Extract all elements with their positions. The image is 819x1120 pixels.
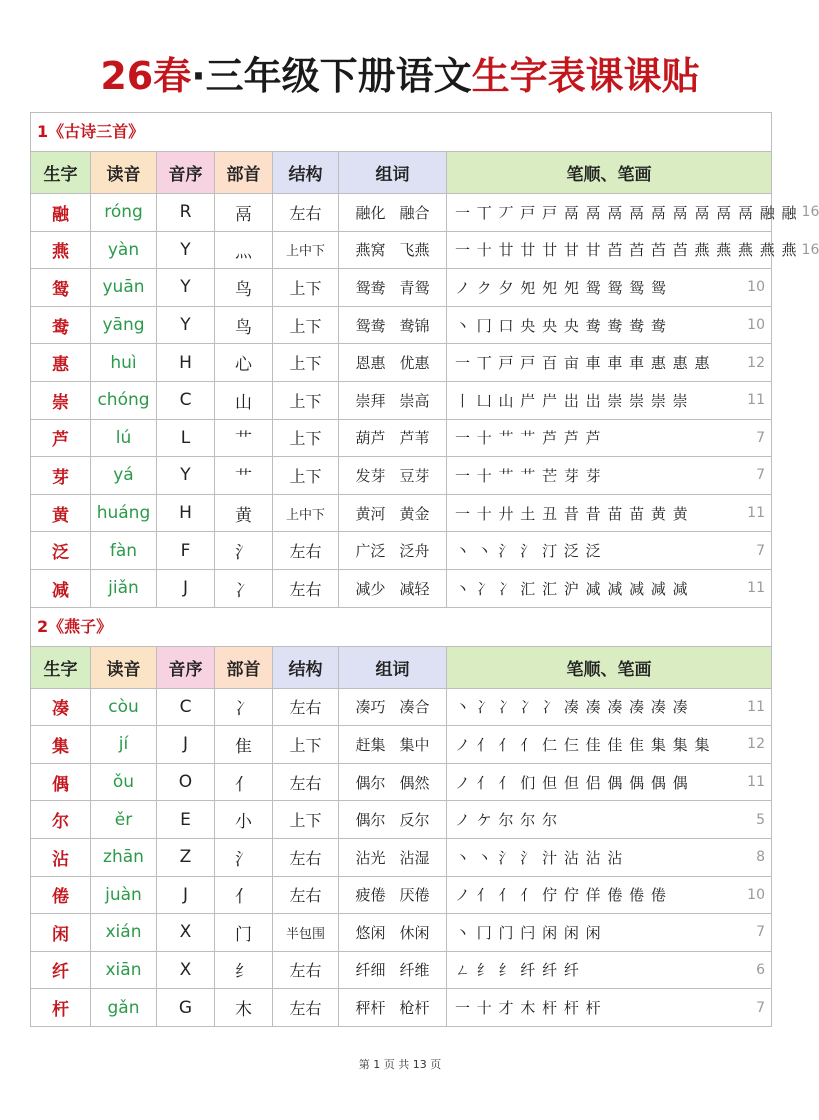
structure-cell: 半包围 <box>273 914 339 951</box>
table-row <box>31 570 771 608</box>
structure-cell: 上下 <box>273 382 339 419</box>
character-cell: 减 <box>31 570 91 607</box>
stroke-order-cell <box>447 952 771 989</box>
radical-cell: 亻 <box>215 764 273 801</box>
stroke-sequence: 一 十 廾 土 丑 昔 昔 苗 苗 黄 黄 <box>455 504 689 523</box>
pinyin-cell: yàn <box>91 232 157 269</box>
header-words: 组词 <box>339 152 447 193</box>
character-table <box>30 112 819 1027</box>
stroke-sequence: 一 十 才 木 杆 杆 杆 <box>455 999 602 1018</box>
character-cell: 芽 <box>31 457 91 494</box>
character-cell: 集 <box>31 726 91 763</box>
word-2: 集中 <box>399 735 430 754</box>
structure-cell: 上下 <box>273 420 339 457</box>
character-cell: 融 <box>31 194 91 231</box>
stroke-order-cell <box>447 877 771 914</box>
table-row <box>31 420 771 458</box>
pinyin-cell: ǒu <box>91 764 157 801</box>
character-cell: 芦 <box>31 420 91 457</box>
stroke-order-cell <box>447 532 771 569</box>
word-2: 飞燕 <box>399 241 430 260</box>
header-order: 音序 <box>157 152 215 193</box>
order-cell: X <box>157 914 215 951</box>
structure-cell: 左右 <box>273 839 339 876</box>
structure-cell: 上中下 <box>273 495 339 532</box>
pinyin-cell: yāng <box>91 307 157 344</box>
table-row <box>31 532 771 570</box>
radical-cell: 隹 <box>215 726 273 763</box>
radical-cell: 心 <box>215 344 273 381</box>
structure-cell: 左右 <box>273 952 339 989</box>
pinyin-cell: gǎn <box>91 989 157 1026</box>
character-cell: 燕 <box>31 232 91 269</box>
word-1: 偶尔 <box>355 773 386 792</box>
stroke-sequence: ノ ケ 尔 尔 尔 <box>455 811 559 830</box>
pinyin-cell: jí <box>91 726 157 763</box>
order-cell: O <box>157 764 215 801</box>
words-cell <box>339 420 447 457</box>
character-cell: 鸯 <box>31 307 91 344</box>
table-row <box>31 914 771 952</box>
radical-cell: 灬 <box>215 232 273 269</box>
character-cell: 黄 <box>31 495 91 532</box>
radical-cell: 木 <box>215 989 273 1026</box>
structure-cell: 上下 <box>273 726 339 763</box>
word-1: 偶尔 <box>355 811 386 830</box>
pinyin-cell: juàn <box>91 877 157 914</box>
order-cell: C <box>157 382 215 419</box>
word-2: 厌倦 <box>399 886 430 905</box>
radical-cell: 亻 <box>215 877 273 914</box>
table-row <box>31 457 771 495</box>
stroke-count: 16 <box>801 241 819 258</box>
order-cell: F <box>157 532 215 569</box>
stroke-sequence: 一 十 艹 艹 芒 芽 芽 <box>455 466 602 485</box>
word-2: 芦苇 <box>399 429 430 448</box>
character-cell: 泛 <box>31 532 91 569</box>
radical-cell: 氵 <box>215 839 273 876</box>
header-words: 组词 <box>339 647 447 688</box>
word-1: 秤杆 <box>355 999 386 1018</box>
stroke-order-cell <box>447 269 771 306</box>
stroke-sequence: ノ ク 夕 夗 夗 夗 鸳 鸳 鸳 鸳 <box>455 278 667 297</box>
structure-cell: 上下 <box>273 801 339 838</box>
structure-cell: 左右 <box>273 570 339 607</box>
header-radical: 部首 <box>215 647 273 688</box>
table-row <box>31 764 771 802</box>
table-row <box>31 801 771 839</box>
order-cell: R <box>157 194 215 231</box>
radical-cell: 冫 <box>215 689 273 726</box>
stroke-order-cell <box>447 194 819 231</box>
stroke-count: 10 <box>747 279 765 296</box>
word-1: 燕窝 <box>355 241 386 260</box>
structure-cell: 上下 <box>273 344 339 381</box>
stroke-sequence: 一 十 艹 艹 芦 芦 芦 <box>455 429 602 448</box>
stroke-sequence: ㄥ 纟 纟 纤 纤 纤 <box>455 961 580 980</box>
word-2: 泛舟 <box>399 542 430 561</box>
header-pinyin: 读音 <box>91 152 157 193</box>
table-row <box>31 877 771 915</box>
character-cell: 惠 <box>31 344 91 381</box>
pinyin-cell: yá <box>91 457 157 494</box>
header-structure: 结构 <box>273 647 339 688</box>
section-title: 1《古诗三首》 <box>31 113 771 152</box>
table-row <box>31 269 771 307</box>
words-cell <box>339 952 447 989</box>
structure-cell: 左右 <box>273 989 339 1026</box>
radical-cell: 小 <box>215 801 273 838</box>
stroke-sequence: 丶 冫 冫 冫 冫 凑 凑 凑 凑 凑 凑 <box>455 698 689 717</box>
character-cell: 杆 <box>31 989 91 1026</box>
words-cell <box>339 877 447 914</box>
stroke-count: 11 <box>747 505 765 522</box>
word-1: 纤细 <box>355 961 386 980</box>
header-row <box>31 152 771 194</box>
pinyin-cell: yuān <box>91 269 157 306</box>
order-cell: C <box>157 689 215 726</box>
stroke-sequence: ノ 亻 亻 亻 仁 仨 佳 佳 隹 集 集 集 <box>455 735 711 754</box>
pinyin-cell: huáng <box>91 495 157 532</box>
pinyin-cell: huì <box>91 344 157 381</box>
word-1: 黄河 <box>355 504 386 523</box>
word-2: 优惠 <box>399 354 430 373</box>
stroke-count: 6 <box>756 961 765 978</box>
stroke-sequence: ノ 亻 亻 们 但 但 侣 偶 偶 偶 偶 <box>455 773 689 792</box>
order-cell: Y <box>157 269 215 306</box>
words-cell <box>339 989 447 1026</box>
order-cell: E <box>157 801 215 838</box>
stroke-count: 11 <box>747 392 765 409</box>
word-2: 崇高 <box>399 391 430 410</box>
word-1: 发芽 <box>355 466 386 485</box>
stroke-count: 5 <box>756 811 765 828</box>
stroke-sequence: 一 丅 丆 戸 戸 鬲 鬲 鬲 鬲 鬲 鬲 鬲 鬲 鬲 融 融 <box>455 203 798 222</box>
pinyin-cell: chóng <box>91 382 157 419</box>
word-1: 凑巧 <box>355 698 386 717</box>
word-1: 赶集 <box>355 735 386 754</box>
words-cell <box>339 570 447 607</box>
word-1: 减少 <box>355 579 386 598</box>
table-row <box>31 344 771 382</box>
stroke-order-cell <box>447 457 771 494</box>
words-cell <box>339 801 447 838</box>
structure-cell: 上下 <box>273 307 339 344</box>
order-cell: Y <box>157 232 215 269</box>
radical-cell: 纟 <box>215 952 273 989</box>
table-row <box>31 495 771 533</box>
stroke-count: 11 <box>747 698 765 715</box>
character-cell: 鸳 <box>31 269 91 306</box>
stroke-sequence: 丶 丶 氵 氵 汀 泛 泛 <box>455 542 602 561</box>
stroke-order-cell <box>447 570 771 607</box>
title-part-2: ·三年级下册语文 <box>191 54 472 98</box>
radical-cell: 艹 <box>215 420 273 457</box>
header-pinyin: 读音 <box>91 647 157 688</box>
stroke-sequence: 一 丅 戸 戸 百 亩 車 車 車 惠 惠 惠 <box>455 354 711 373</box>
character-cell: 崇 <box>31 382 91 419</box>
radical-cell: 黄 <box>215 495 273 532</box>
stroke-sequence: 丶 丶 氵 氵 汁 沾 沾 沾 <box>455 848 624 867</box>
words-cell <box>339 269 447 306</box>
character-cell: 倦 <box>31 877 91 914</box>
pinyin-cell: xián <box>91 914 157 951</box>
words-cell <box>339 344 447 381</box>
words-cell <box>339 689 447 726</box>
header-order: 音序 <box>157 647 215 688</box>
order-cell: G <box>157 989 215 1026</box>
stroke-order-cell <box>447 495 771 532</box>
stroke-count: 11 <box>747 774 765 791</box>
order-cell: J <box>157 877 215 914</box>
words-cell <box>339 914 447 951</box>
table-row <box>31 307 771 345</box>
stroke-count: 8 <box>756 849 765 866</box>
header-strokes: 笔顺、笔画 <box>447 647 771 688</box>
header-structure: 结构 <box>273 152 339 193</box>
character-cell: 凑 <box>31 689 91 726</box>
stroke-count: 12 <box>747 736 765 753</box>
stroke-sequence: 一 十 廿 廿 廿 甘 甘 苩 苩 苩 苩 燕 燕 燕 燕 燕 <box>455 241 798 260</box>
words-cell <box>339 495 447 532</box>
table-row <box>31 382 771 420</box>
pinyin-cell: róng <box>91 194 157 231</box>
structure-cell: 左右 <box>273 877 339 914</box>
radical-cell: 鸟 <box>215 307 273 344</box>
table-row <box>31 232 819 270</box>
table-row <box>31 726 771 764</box>
table-row <box>31 689 771 727</box>
word-1: 沾光 <box>355 848 386 867</box>
radical-cell: 门 <box>215 914 273 951</box>
stroke-count: 7 <box>756 924 765 941</box>
stroke-order-cell <box>447 689 771 726</box>
stroke-order-cell <box>447 382 771 419</box>
word-2: 反尔 <box>399 811 430 830</box>
structure-cell: 上下 <box>273 269 339 306</box>
word-1: 悠闲 <box>355 923 386 942</box>
order-cell: Y <box>157 457 215 494</box>
stroke-sequence: 丶 冫 冫 汇 汇 沪 减 减 减 减 减 <box>455 579 689 598</box>
title-part-1: 26春 <box>100 54 192 98</box>
character-cell: 偶 <box>31 764 91 801</box>
section-title: 2《燕子》 <box>31 608 771 647</box>
stroke-count: 7 <box>756 999 765 1016</box>
word-1: 鸳鸯 <box>355 316 386 335</box>
stroke-order-cell <box>447 839 771 876</box>
stroke-order-cell <box>447 726 771 763</box>
stroke-order-cell <box>447 801 771 838</box>
pinyin-cell: lú <box>91 420 157 457</box>
word-2: 减轻 <box>399 579 430 598</box>
character-cell: 沾 <box>31 839 91 876</box>
table-row <box>31 839 771 877</box>
table-row <box>31 952 771 990</box>
stroke-order-cell <box>447 232 819 269</box>
pinyin-cell: jiǎn <box>91 570 157 607</box>
structure-cell: 上中下 <box>273 232 339 269</box>
stroke-order-cell <box>447 764 771 801</box>
word-1: 崇拜 <box>355 391 386 410</box>
stroke-count: 7 <box>756 542 765 559</box>
order-cell: H <box>157 344 215 381</box>
header-radical: 部首 <box>215 152 273 193</box>
pinyin-cell: fàn <box>91 532 157 569</box>
character-cell: 尔 <box>31 801 91 838</box>
stroke-count: 10 <box>747 317 765 334</box>
radical-cell: 冫 <box>215 570 273 607</box>
stroke-order-cell <box>447 914 771 951</box>
character-cell: 闲 <box>31 914 91 951</box>
radical-cell: 鸟 <box>215 269 273 306</box>
header-strokes: 笔顺、笔画 <box>447 152 771 193</box>
stroke-sequence: 丨 凵 山 屵 屵 岀 岀 崇 崇 崇 崇 <box>455 391 689 410</box>
word-2: 豆芽 <box>399 466 430 485</box>
word-2: 沾湿 <box>399 848 430 867</box>
words-cell <box>339 457 447 494</box>
character-cell: 纤 <box>31 952 91 989</box>
word-1: 恩惠 <box>355 354 386 373</box>
word-2: 凑合 <box>399 698 430 717</box>
table-row <box>31 194 819 232</box>
title-part-3: 生字表课课贴 <box>471 54 700 98</box>
radical-cell: 鬲 <box>215 194 273 231</box>
table-row <box>31 989 771 1027</box>
word-2: 纤维 <box>399 961 430 980</box>
order-cell: Y <box>157 307 215 344</box>
word-2: 休闲 <box>399 923 430 942</box>
stroke-count: 11 <box>747 580 765 597</box>
words-cell <box>339 232 447 269</box>
stroke-order-cell <box>447 989 771 1026</box>
word-1: 融化 <box>355 203 386 222</box>
structure-cell: 上下 <box>273 457 339 494</box>
stroke-sequence: 丶 冂 门 闩 闲 闲 闲 <box>455 923 602 942</box>
order-cell: H <box>157 495 215 532</box>
word-2: 融合 <box>399 203 430 222</box>
stroke-sequence: ノ 亻 亻 亻 佇 佇 佯 倦 倦 倦 <box>455 886 667 905</box>
structure-cell: 左右 <box>273 532 339 569</box>
stroke-count: 16 <box>801 204 819 221</box>
radical-cell: 氵 <box>215 532 273 569</box>
structure-cell: 左右 <box>273 194 339 231</box>
radical-cell: 艹 <box>215 457 273 494</box>
word-1: 鸳鸯 <box>355 278 386 297</box>
words-cell <box>339 382 447 419</box>
order-cell: X <box>157 952 215 989</box>
stroke-count: 10 <box>747 886 765 903</box>
structure-cell: 左右 <box>273 764 339 801</box>
words-cell <box>339 307 447 344</box>
stroke-count: 12 <box>747 354 765 371</box>
header-row <box>31 647 771 689</box>
word-2: 黄金 <box>399 504 430 523</box>
words-cell <box>339 726 447 763</box>
order-cell: J <box>157 570 215 607</box>
radical-cell: 山 <box>215 382 273 419</box>
stroke-count: 7 <box>756 467 765 484</box>
structure-cell: 左右 <box>273 689 339 726</box>
pinyin-cell: xiān <box>91 952 157 989</box>
pinyin-cell: zhān <box>91 839 157 876</box>
order-cell: L <box>157 420 215 457</box>
header-char: 生字 <box>31 152 91 193</box>
pinyin-cell: còu <box>91 689 157 726</box>
pinyin-cell: ěr <box>91 801 157 838</box>
header-char: 生字 <box>31 647 91 688</box>
words-cell <box>339 764 447 801</box>
words-cell <box>339 532 447 569</box>
stroke-order-cell <box>447 420 771 457</box>
order-cell: J <box>157 726 215 763</box>
order-cell: Z <box>157 839 215 876</box>
word-2: 枪杆 <box>399 999 430 1018</box>
word-1: 疲倦 <box>355 886 386 905</box>
words-cell <box>339 194 447 231</box>
stroke-order-cell <box>447 344 771 381</box>
stroke-sequence: 丶 冂 口 央 央 央 鸯 鸯 鸯 鸯 <box>455 316 667 335</box>
word-1: 广泛 <box>355 542 386 561</box>
words-cell <box>339 839 447 876</box>
page-title <box>0 46 800 106</box>
word-2: 青鸳 <box>399 278 430 297</box>
word-1: 葫芦 <box>355 429 386 448</box>
stroke-order-cell <box>447 307 771 344</box>
word-2: 偶然 <box>399 773 430 792</box>
word-2: 鸯锦 <box>399 316 430 335</box>
stroke-count: 7 <box>756 429 765 446</box>
page-footer: 第 1 页 共 13 页 <box>358 1058 442 1071</box>
